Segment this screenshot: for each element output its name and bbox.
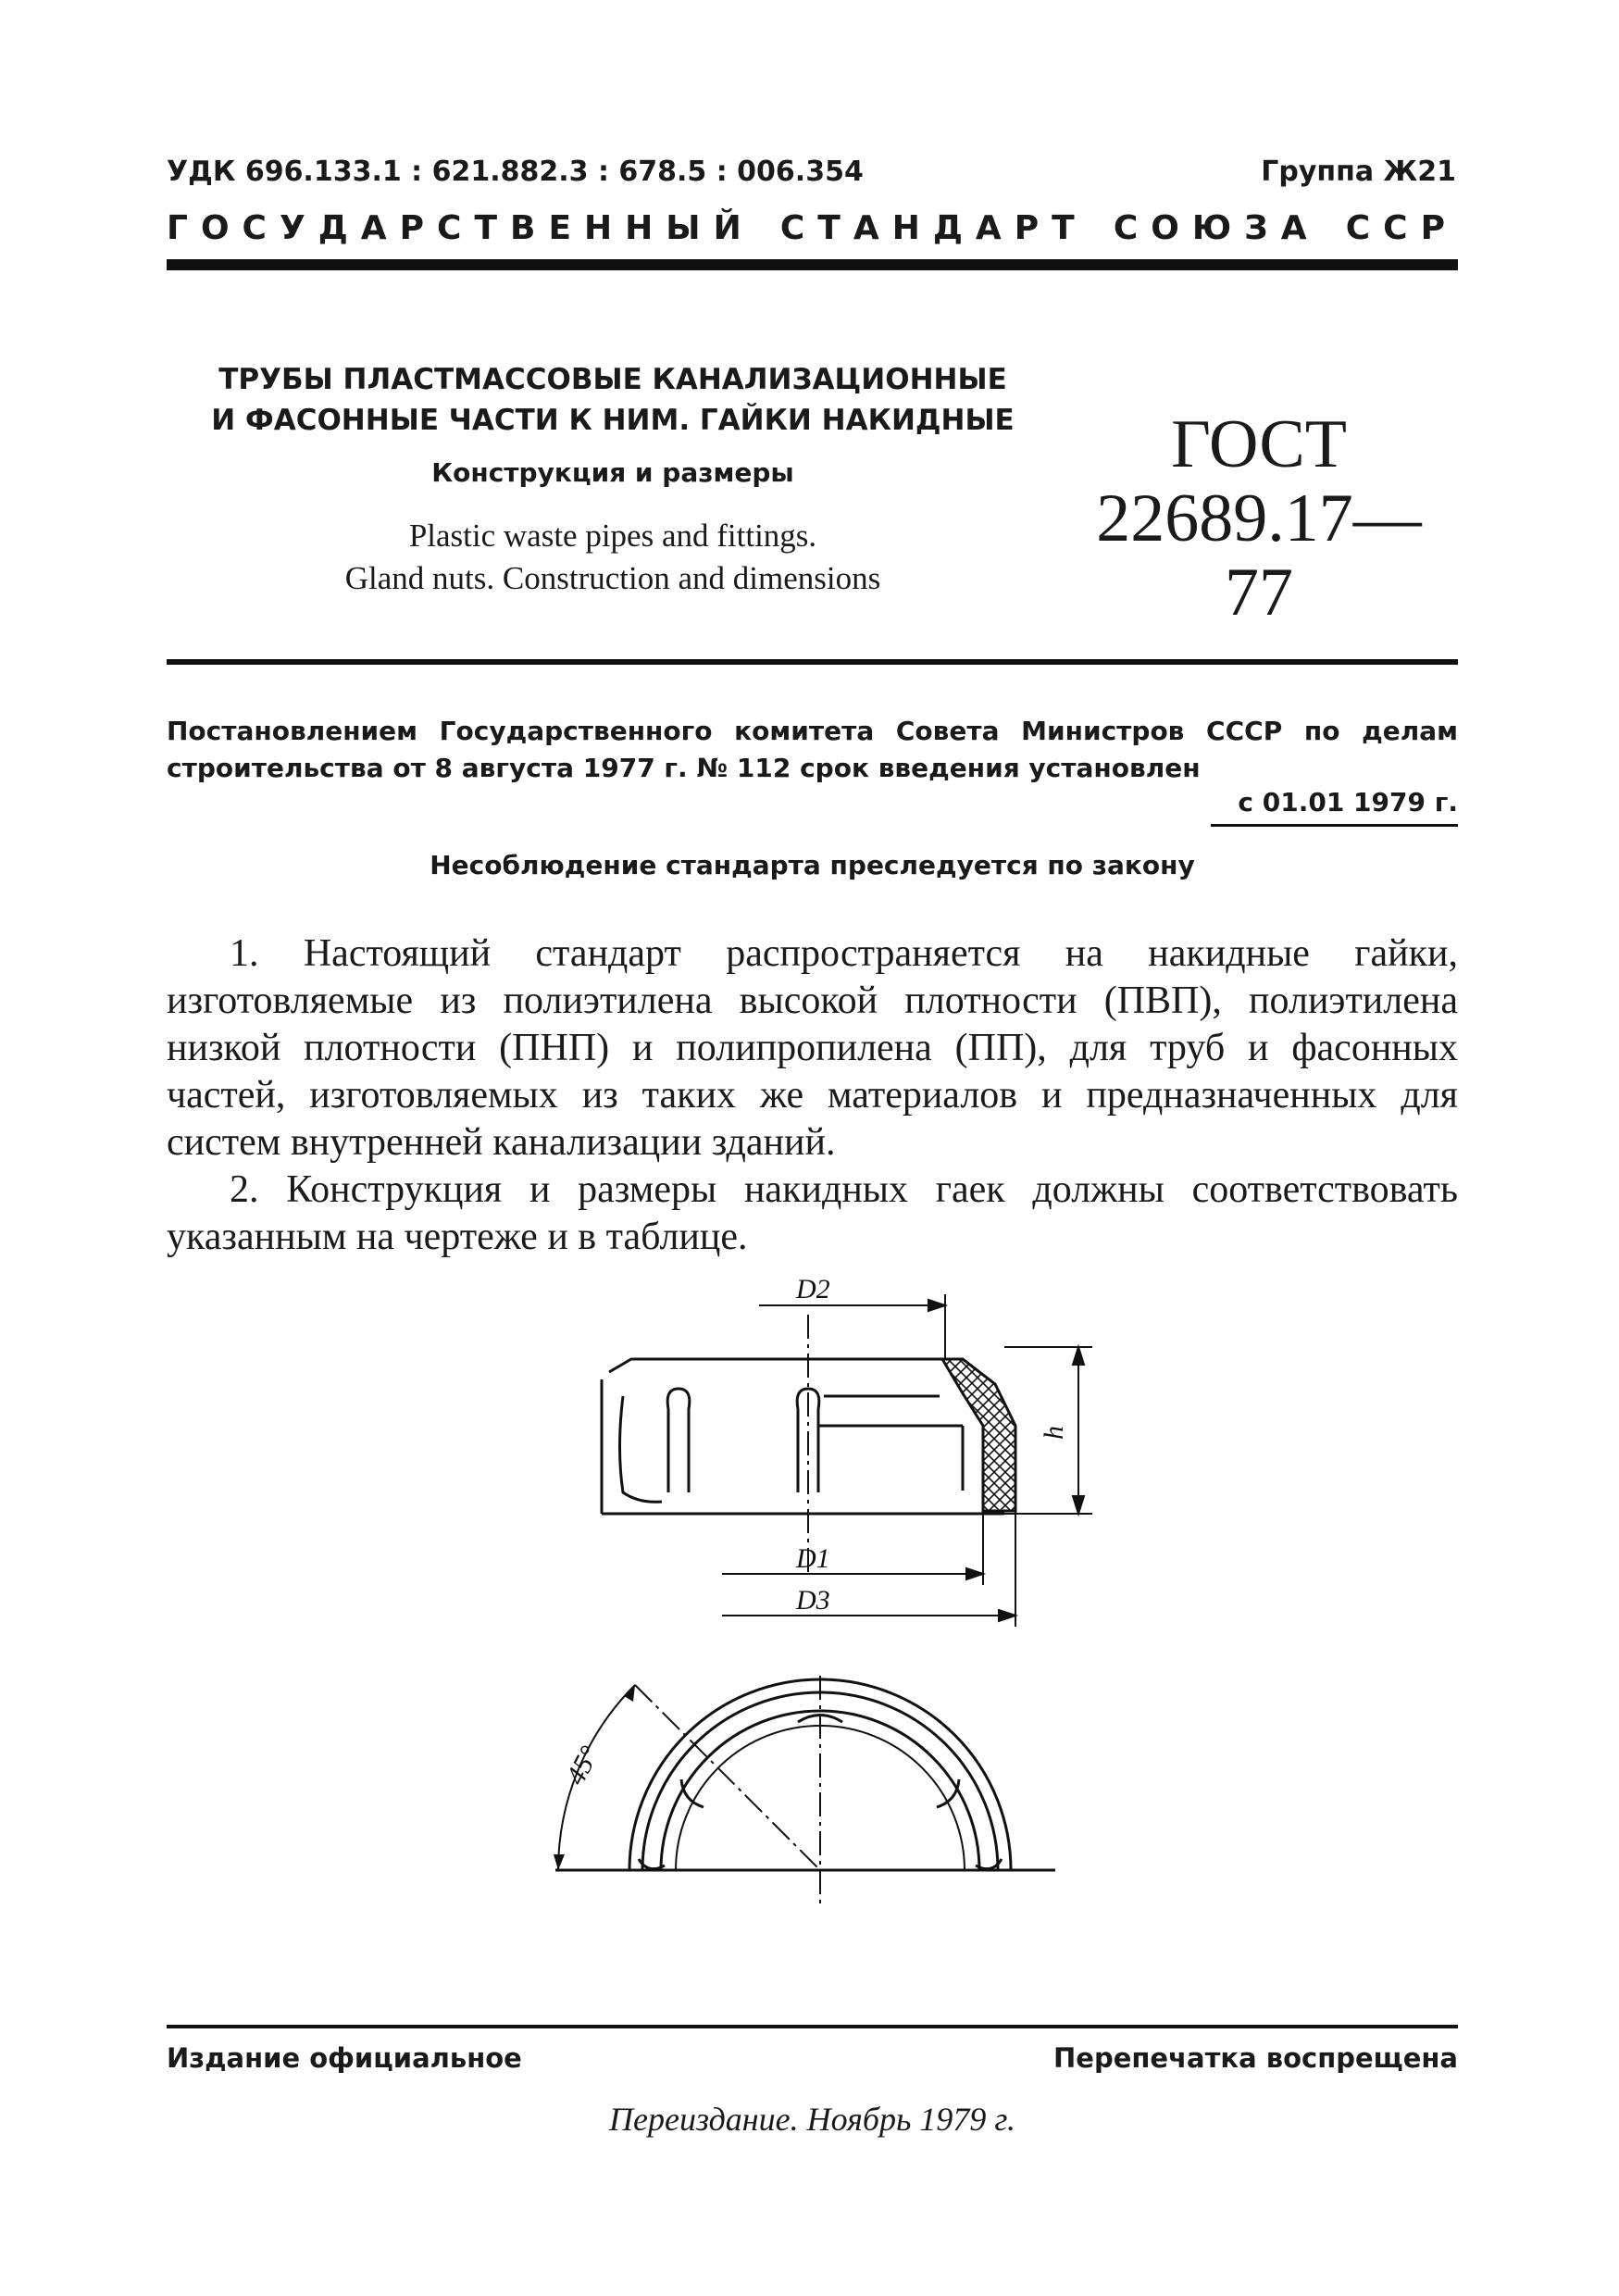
technical-drawing bbox=[0, 1259, 1619, 2018]
angle-arrow-bottom bbox=[554, 1854, 565, 1870]
document-subtitle: Конструкция и размеры bbox=[431, 457, 794, 488]
document-title bbox=[196, 359, 1029, 441]
gost-number: 22689.17—77 bbox=[1096, 480, 1422, 630]
paragraph-2: 2. Конструкция и размеры накидных гаек должны соответствовать указанным на чертеже и в таблице. bbox=[167, 1168, 1458, 1258]
paragraph-1: 1. Настоящий стандарт распространяется на накидные гайки, изготовляемые из полиэтилена высокой плотности (ПВП), полиэтилена низкой плотности (ПНП) и полипропилена (ПП), для труб и фасонных частей, изготовляемых из таких же материалов и предназначенных для систем внутренней канализации зданий. bbox=[167, 932, 1458, 1164]
english-title-line-2: Gland nuts. Construction and dimensions bbox=[344, 560, 881, 596]
effective-date: с 01.01 1979 г. bbox=[1238, 787, 1458, 817]
english-title-line-1: Plastic waste pipes and fittings. bbox=[408, 518, 817, 554]
gost-designation bbox=[1074, 407, 1444, 630]
label-d2: D2 bbox=[796, 1274, 830, 1304]
state-standard-word: СОЮЗА bbox=[1113, 209, 1320, 247]
english-title bbox=[196, 515, 1029, 600]
decree-text: Постановлением Государственного комитета Совета Министров СССР по делам строительства от 8 августа 1977 г. № 112 срок введения установлен bbox=[167, 716, 1458, 783]
gost-label: ГОСТ bbox=[1171, 406, 1347, 482]
hatched-wall bbox=[942, 1359, 1015, 1511]
reissue-note: Переиздание. Ноябрь 1979 г. bbox=[609, 2101, 1015, 2138]
state-standard-word: ССР bbox=[1345, 209, 1458, 247]
angle-arrow-top bbox=[624, 1685, 635, 1702]
dimension-lines bbox=[722, 1294, 1092, 1627]
label-angle: 45° bbox=[560, 1741, 605, 1791]
body-text bbox=[167, 930, 1458, 1261]
dimension-labels bbox=[795, 1274, 1069, 1616]
middle-rule bbox=[167, 659, 1458, 665]
nut-section-view bbox=[602, 1315, 1004, 1574]
top-rule bbox=[167, 259, 1458, 270]
label-d3: D3 bbox=[796, 1585, 830, 1616]
date-underline bbox=[1211, 824, 1458, 827]
state-standard-word: ГОСУДАРСТВЕННЫЙ bbox=[167, 209, 754, 247]
official-edition: Издание официальное bbox=[167, 2042, 522, 2074]
title-line-2: И ФАСОННЫЕ ЧАСТИ К НИМ. ГАЙКИ НАКИДНЫЕ bbox=[211, 404, 1015, 437]
label-d1: D1 bbox=[796, 1543, 830, 1574]
udk-code: УДК 696.133.1 : 621.882.3 : 678.5 : 006.354 bbox=[167, 156, 864, 188]
law-notice: Несоблюдение стандарта преследуется по закону bbox=[430, 850, 1195, 880]
title-line-1: ТРУБЫ ПЛАСТМАССОВЫЕ КАНАЛИЗАЦИОННЫЕ bbox=[218, 363, 1007, 396]
group-code: Группа Ж21 bbox=[1261, 156, 1456, 188]
state-standard-word: СТАНДАРТ bbox=[779, 209, 1088, 247]
reprint-prohibited: Перепечатка воспрещена bbox=[1053, 2042, 1458, 2074]
label-h: h bbox=[1039, 1426, 1069, 1440]
bottom-rule bbox=[167, 2025, 1458, 2028]
state-standard-heading bbox=[167, 209, 1458, 247]
nut-plan-view bbox=[555, 1676, 1055, 1907]
